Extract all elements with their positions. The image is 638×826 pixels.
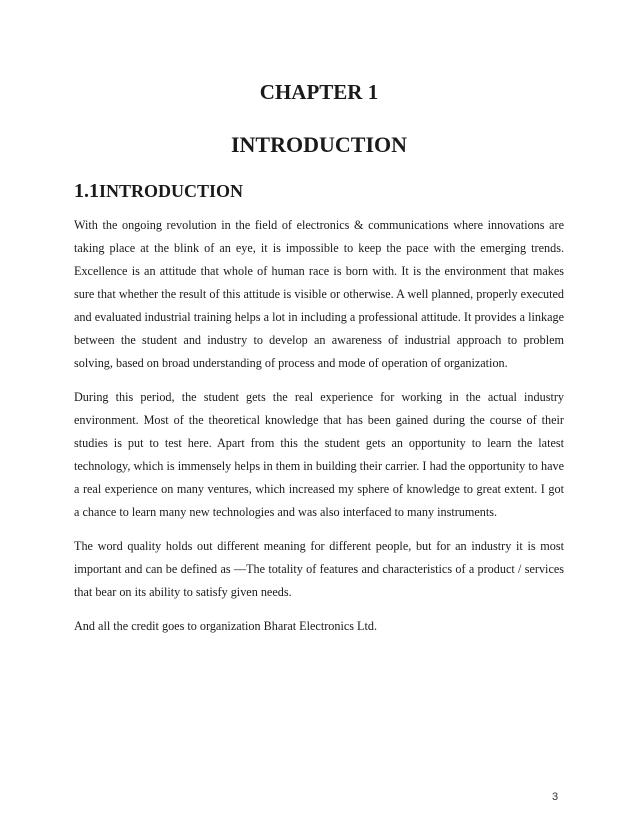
section-heading bbox=[74, 180, 243, 203]
paragraph: And all the credit goes to organization Bharat Electronics Ltd. bbox=[74, 619, 378, 633]
section-title: INTRODUCTION bbox=[99, 181, 244, 201]
paragraph: During this period, the student gets the real experience for working in the actual industry environment. Most of the theoretical knowledge that has been gained during the course of their studies is put to test here. Apart from this the student gets an opportunity to learn the latest technology, which is immensely helps in them in building their carrier. I had the opportunity to have a real experience on many ventures, which increased my sphere of knowledge to great extent. I got a chance to learn many new technologies and was also interfaced to many instruments. bbox=[74, 390, 564, 519]
body-text bbox=[74, 214, 564, 649]
section-number: 1.1 bbox=[74, 180, 99, 202]
page-number: 3 bbox=[552, 791, 559, 803]
paragraph: With the ongoing revolution in the field of electronics & communications where innovations are taking place at the blink of an eye, it is impossible to keep the pace with the emerging trends. Excellence is an attitude that whole of human race is born with. It is the environment that makes sure that whether the result of this attitude is visible or otherwise. A well planned, properly executed and evaluated industrial training helps a lot in including a professional attitude. It provides a linkage between the student and industry to develop an awareness of industrial approach to problem solving, based on broad understanding of process and mode of operation of organization. bbox=[74, 218, 564, 370]
chapter-label: CHAPTER 1 bbox=[259, 80, 379, 104]
chapter-title: INTRODUCTION bbox=[230, 132, 408, 157]
paragraph: The word quality holds out different meaning for different people, but for an industry it is most important and can be defined as ―The totality of features and characteristics of a product / services that bear on its ability to satisfy given needs. bbox=[74, 539, 564, 599]
